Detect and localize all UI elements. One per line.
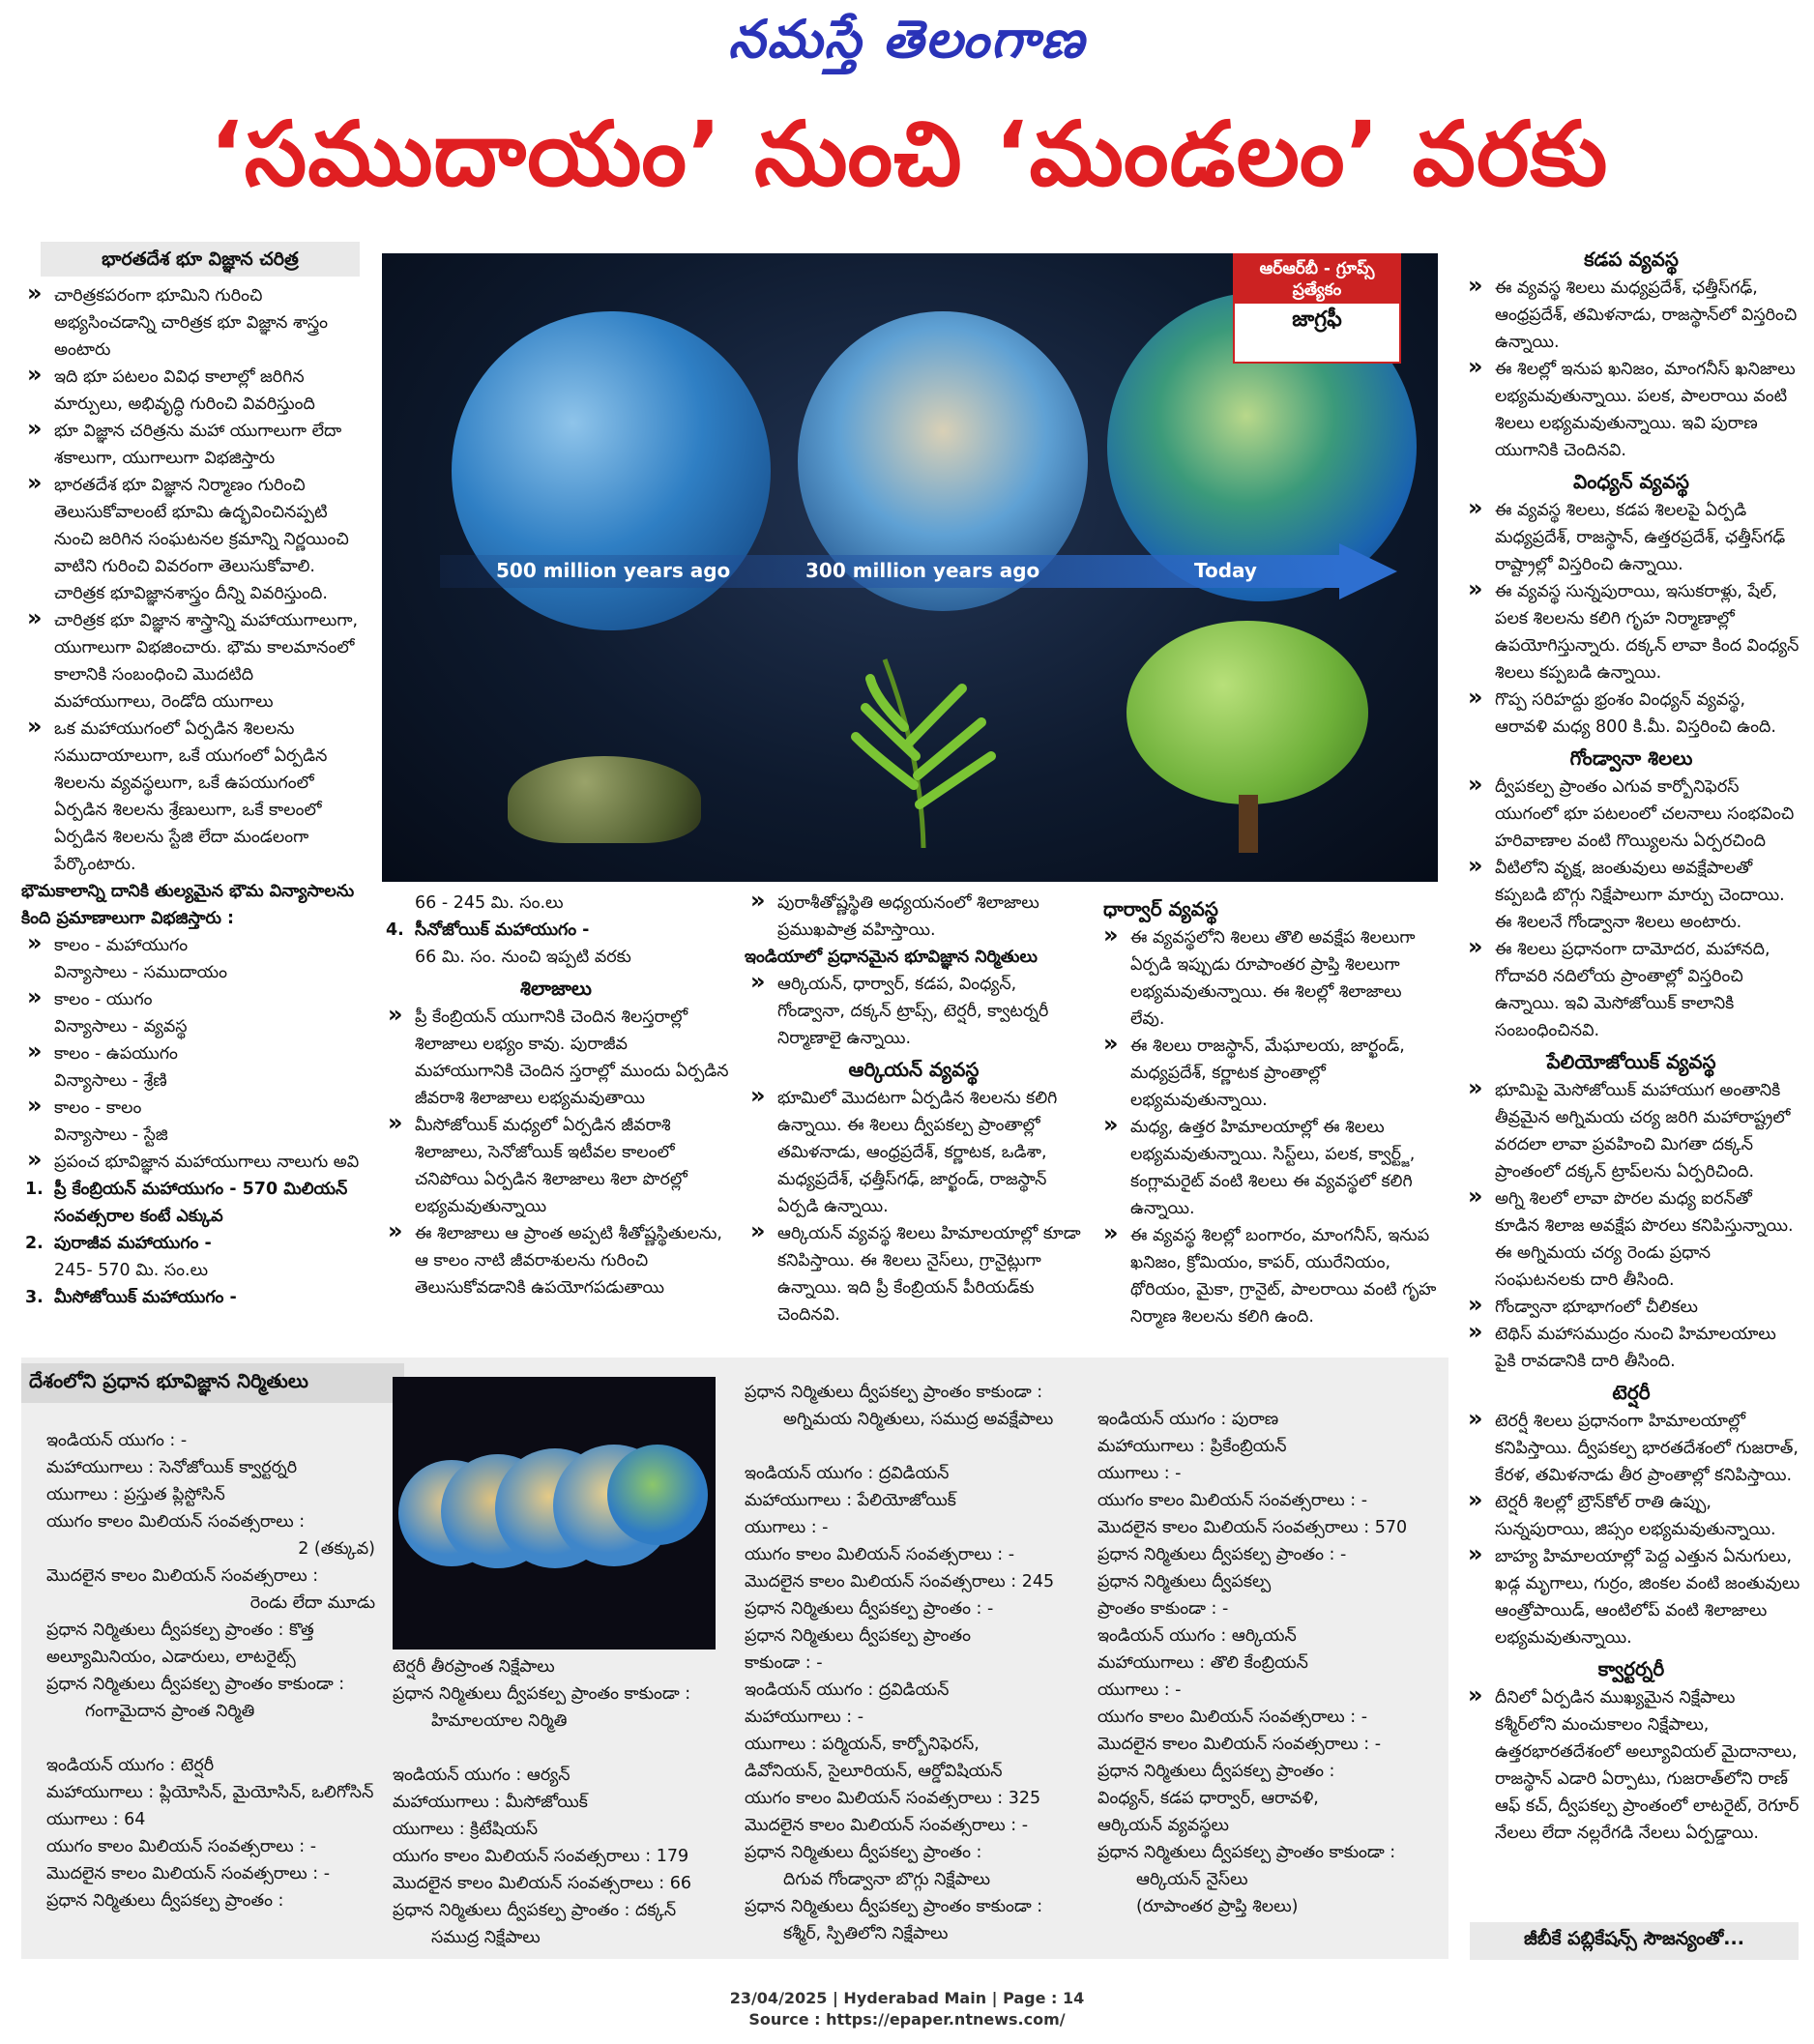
text-line: విన్యాసాలు - స్టేజి — [54, 1125, 168, 1145]
panel-line: 2 (తక్కువ) — [298, 1539, 375, 1559]
bullet: » మధ్య, ఉత్తర హిమాలయాల్లో ఈ శిలలు లభ్యమవుతున్నాయి. సిస్ట్‌లు, పలక, క్వార్ట్జ్, కంగ్లామరైట్ వంటి శిలలు ఈ వ్యవస్థలో కలిగి ఉన్నాయి. — [1097, 1114, 1441, 1222]
bullet: » ఈ వ్యవస్థలోని శిలలు తొలి అవక్షేప శిలలుగా ఏర్పడి ఇప్పుడు రూపాంతర ప్రాప్తి శిలలుగా లభ్యమవుతున్నాయి. ఈ శిలల్లో శిలాజాలు లేవు. — [1097, 924, 1441, 1033]
panel-line: డివోనియన్, సైలూరియన్, ఆర్డోవిషియన్ — [745, 1762, 1003, 1781]
section-heading: ఆర్కియన్ వ్యవస్థ — [848, 1058, 980, 1081]
text-line: విన్యాసాలు - వ్యవస్థ — [54, 1017, 188, 1037]
section-heading: టెర్షరీ — [1612, 1381, 1651, 1404]
panel-line: ప్రధాన నిర్మితులు ద్వీపకల్ప ప్రాంతం కాకుండా : — [745, 1897, 1043, 1916]
bullet: » భూమిలో మొదటగా ఏర్పడిన శిలలను కలిగి ఉన్నాయి. ఈ శిలలు ద్వీపకల్ప ప్రాంతాల్లో తమిళనాడు, ఆంధ్రప్రదేశ్, కర్ణాటక, ఒడిశా, మధ్యప్రదేశ్, ఛత్తీస్‌గఢ్, జార్ఖండ్, రాజస్థాన్ ఏర్పడి ఉన్నాయి. — [745, 1085, 1083, 1220]
column-1 — [21, 242, 360, 1311]
bullet: » కాలం - యుగం — [21, 986, 360, 1013]
bullet: » టెర్షరీ శిలల్లో బ్రౌన్‌కోల్ రాతి ఉప్పు, సున్నపురాయి, జిప్సం లభ్యమవుతున్నాయి. — [1462, 1489, 1800, 1543]
panel-line: వింధ్యన్, కడప ధార్వార్, ఆరావళి, — [1097, 1789, 1319, 1808]
panel-line: ప్రధాన నిర్మితులు ద్వీపకల్ప ప్రాంతం : - — [745, 1599, 994, 1619]
section-heading: పేలియోజోయిక్ వ్యవస్థ — [1546, 1050, 1716, 1073]
paragraph: భౌమకాలాన్ని దానికి తుల్యమైన భౌమ విన్యాసాలను కింది ప్రమాణాలుగా విభజిస్తారు : — [21, 882, 355, 928]
panel-line: కశ్మీర్, స్పితిలోని నిక్షేపాలు — [783, 1924, 949, 1943]
page-headline: ‘సముదాయం’ నుంచి ‘మండలం’ వరకు — [209, 102, 1609, 206]
panel-line: రెండు లేదా మూడు — [249, 1593, 375, 1613]
bullet: » కాలం - మహాయుగం — [21, 932, 360, 959]
panel-line: ఇండియన్ యుగం : ద్రవిడియన్ — [745, 1464, 950, 1483]
panel-line: ఇండియన్ యుగం : ఆర్కియన్ — [1097, 1626, 1297, 1646]
bullet: » గొప్ప సరిహద్దు భ్రంశం వింధ్యన్ వ్యవస్థ, ఆరావళి మధ్య 800 కి.మీ. విస్తరించి ఉంది. — [1462, 686, 1800, 741]
panel-column-a — [46, 1427, 375, 1914]
panel-line: మొదలైన కాలం మిలియన్ సంవత్సరాలు : - — [1097, 1735, 1382, 1754]
panel-line: మహాయుగాలు : సెనోజోయిక్ క్వార్టర్నరి — [46, 1458, 298, 1477]
panel-line: యుగాలు : - — [1097, 1464, 1182, 1483]
section-heading: కడప వ్యవస్థ — [1584, 248, 1679, 271]
panel-line: ప్రధాన నిర్మితులు ద్వీపకల్ప ప్రాంతం కాకుండా : — [393, 1684, 691, 1704]
bullet: » ఈ శిలల్లో ఇనుప ఖనిజం, మాంగనీస్ ఖనిజాలు లభ్యమవుతున్నాయి. పలక, పాలరాయి వంటి శిలలు లభ్యమవుతున్నాయి. ఇవి పురాణ యుగానికి చెందినవి. — [1462, 356, 1800, 464]
section-heading: ధార్వార్ వ్యవస్థ — [1103, 897, 1218, 920]
panel-line: ప్రధాన నిర్మితులు ద్వీపకల్ప ప్రాంతం కాకుండా : — [745, 1383, 1043, 1402]
panel-line: మొదలైన కాలం మిలియన్ సంవత్సరాలు : - — [745, 1816, 1029, 1835]
section-heading: గోండ్వానా శిలలు — [1569, 746, 1693, 770]
panel-line: ఇండియన్ యుగం : - — [46, 1431, 188, 1450]
panel-line: ఇండియన్ యుగం : ద్రవిడియన్ — [745, 1680, 950, 1700]
panel-line: ప్రధాన నిర్మితులు ద్వీపకల్ప ప్రాంతం : — [1097, 1762, 1335, 1781]
panel-line: గంగామైదాన ప్రాంత నిర్మితి — [85, 1702, 255, 1721]
panel-line: ప్రధాన నిర్మితులు ద్వీపకల్ప ప్రాంతం కాకుండా : — [46, 1675, 345, 1694]
panel-column-f — [1097, 1406, 1446, 1920]
panel-line: మొదలైన కాలం మిలియన్ సంవత్సరాలు : — [46, 1566, 319, 1586]
panel-line: ఇండియన్ యుగం : పురాణ — [1097, 1410, 1279, 1429]
bullet: » ప్రపంచ భూవిజ్ఞాన మహాయుగాలు నాలుగు అవి — [21, 1149, 360, 1176]
bullet: » ఒక మహాయుగంలో ఏర్పడిన శిలలను సముదాయాలుగా, ఒకే యుగంలో ఏర్పడిన శిలలను వ్యవస్థలుగా, ఒకే ఉపయుగంలో ఏర్పడిన శిలలను శ్రేణులుగా, ఒకే కాలంలో ఏర్పడిన శిలలను స్టేజి లేదా మండలంగా పేర్కొంటారు. — [21, 715, 360, 878]
panel-line: మొదలైన కాలం మిలియన్ సంవత్సరాలు : 245 — [745, 1572, 1055, 1591]
bullet: » భారతదేశ భూ విజ్ఞాన నిర్మాణం గురించి తెలుసుకోవాలంటే భూమి ఉద్భవించినప్పటి నుంచి జరిగిన సంఘటనల క్రమాన్ని నిర్ణయించి వాటిని గురించి వివరంగా తెలుసుకోవాలి. చారిత్రక భూవిజ్ఞానశాస్త్రం దీన్ని వివరిస్తుంది. — [21, 472, 360, 607]
panel-column-c — [393, 1653, 731, 1951]
badge-title: ఆర్‌ఆర్‌బీ - గ్రూప్స్ ప్రత్యేకం — [1235, 255, 1399, 304]
timeline-label: 300 million years ago — [805, 559, 1040, 582]
bullet: » టెథిస్ మహాసముద్రం నుంచి హిమాలయాలు పైకి రావడానికి దారి తీసింది. — [1462, 1321, 1800, 1375]
text-line: విన్యాసాలు - శ్రేణి — [54, 1071, 167, 1091]
footer-date-page: 23/04/2025 | Hyderabad Main | Page : 14 — [729, 1989, 1085, 2007]
panel-line: మొదలైన కాలం మిలియన్ సంవత్సరాలు : 570 — [1097, 1518, 1408, 1537]
bullet: » టెరర్షీ శిలలు ప్రధానంగా హిమాలయాల్లో కనిపిస్తాయి. ద్వీపకల్ప భారతదేశంలో గుజరాత్, కేరళ, తమిళనాడు తీర ప్రాంతాల్లో కనిపిస్తాయి. — [1462, 1408, 1800, 1489]
masthead-logo: నమస్తే తెలంగాణ — [728, 8, 1086, 70]
panel-line: అగ్నిమయ నిర్మితులు, సముద్ర అవక్షేపాలు — [783, 1410, 1054, 1429]
panel-line: (రూపాంతర ప్రాప్తి శిలలు) — [1136, 1897, 1299, 1916]
panel-line: యుగాలు : 64 — [46, 1810, 146, 1829]
panel-line: ప్రధాన నిర్మితులు ద్వీపకల్ప ప్రాంతం : — [745, 1843, 982, 1862]
panel-line: ప్రధాన నిర్మితులు ద్వీపకల్ప ప్రాంతం : — [46, 1891, 284, 1911]
panel-line: యుగం కాలం మిలియన్ సంవత్సరాలు : - — [1097, 1491, 1368, 1510]
panel-line: ప్రధాన నిర్మితులు ద్వీపకల్ప ప్రాంతం : - — [1097, 1545, 1347, 1564]
timeline-label: 500 million years ago — [496, 559, 731, 582]
tree-icon — [1126, 621, 1368, 804]
panel-line: కాకుండా : - — [745, 1653, 823, 1673]
panel-line: ఇండియన్ యుగం : ఆర్యన్ — [393, 1766, 571, 1785]
panel-line: ఇండియన్ యుగం : టెర్షరీ — [46, 1756, 215, 1775]
panel-line: దిగువ గోండ్వానా బొగ్గు నిక్షేపాలు — [783, 1870, 991, 1889]
column-4 — [1097, 891, 1441, 1330]
panel-line: యుగం కాలం మిలియన్ సంవత్సరాలు : — [46, 1512, 306, 1532]
panel-line: యుగాలు : క్రిటేషియస్ — [393, 1820, 539, 1839]
bullet: » భూ విజ్ఞాన చరిత్రను మహా యుగాలుగా లేదా శకాలుగా, యుగాలుగా విభజిస్తారు — [21, 418, 360, 472]
bullet: » బాహ్య హిమాలయాల్లో పెద్ద ఎత్తున ఏనుగులు, ఖడ్గ మృగాలు, గుర్రం, జింకల వంటి జంతువులు ఆంత్రోపాయిడ్, ఆంటిలోప్ వంటి శిలాజాలు లభ్యమవుతున్నాయి. — [1462, 1543, 1800, 1651]
badge-subject: జాగ్రఫీ — [1292, 307, 1342, 332]
section-heading: భారతదేశ భూ విజ్ఞాన చరిత్ర — [41, 242, 360, 277]
timeline-label: Today — [1194, 559, 1257, 582]
panel-line: యుగాలు : పర్మియన్, కార్బోనిఫెరస్, — [745, 1735, 980, 1754]
panel-line: మహాయుగాలు : ప్లియోసిన్, మైయోసిన్, ఒలిగోసిన్ — [46, 1783, 374, 1802]
panel-line: యుగాలు : ప్రస్తుత ప్లిస్టోసిన్ — [46, 1485, 225, 1504]
text-line: 245- 570 మి. సం.లు — [54, 1261, 209, 1280]
fern-icon — [846, 640, 1001, 853]
panel-line: మొదలైన కాలం మిలియన్ సంవత్సరాలు : 66 — [393, 1874, 691, 1893]
bullet: » ఆర్కియన్, ధార్వార్, కడప, వింధ్యన్, గోండ్వానా, దక్కన్ ట్రాప్స్, టెర్షరీ, క్వాటర్నరీ నిర్మాణాలై ఉన్నాయి. — [745, 971, 1083, 1052]
column-5 — [1462, 242, 1800, 1847]
bullet: » ఈ వ్యవస్థ శిలలు మధ్యప్రదేశ్, ఛత్తీస్‌గఢ్, ఆంధ్రప్రదేశ్, తమిళనాడు, రాజస్థాన్‌లో విస్తరించి ఉన్నాయి. — [1462, 275, 1800, 356]
bullet: » ప్రీ కేంబ్రియన్ యుగానికి చెందిన శిలస్తరాల్లో శిలాజాలు లభ్యం కావు. పురాజీవ మహాయుగానికి చెందిన స్తరాల్లో ముందు ఏర్పడిన జీవరాశి శిలాజాలు లభ్యమవుతాయి — [382, 1004, 730, 1112]
bullet: » చారిత్రక భూ విజ్ఞాన శాస్త్రాన్ని మహాయుగాలుగా, యుగాలుగా విభజించారు. భౌమ కాలమానంలో కాలానికి సంబంధించి మొదటిది మహాయుగాలు, రెండోది యుగాలు — [21, 607, 360, 715]
globe — [607, 1445, 708, 1545]
panel-line: మొదలైన కాలం మిలియన్ సంవత్సరాలు : - — [46, 1864, 331, 1883]
bullet: » అగ్ని శిలలో లావా పొరల మధ్య ఐరన్‌తో కూడిన శిలాజ అవక్షేప పొరలు కనిపిస్తున్నాయి. ఈ అగ్నిమయ చర్య రెండు ప్రధాన సంఘటనలకు దారి తీసింది. — [1462, 1185, 1800, 1294]
bullet: » కాలం - కాలం — [21, 1095, 360, 1122]
panel-heading: దేశంలోని ప్రధాన భూవిజ్ఞాన నిర్మితులు — [21, 1363, 404, 1403]
column-2 — [382, 890, 730, 1301]
panel-column-e — [745, 1379, 1093, 1947]
panel-line: యుగం కాలం మిలియన్ సంవత్సరాలు : - — [46, 1837, 317, 1856]
bullet: » గోండ్వానా భూభాగంలో చీలికలు — [1462, 1294, 1800, 1321]
bullet: » పురాశీతోష్ణస్థితి అధ్యయనంలో శిలాజాలు ప్రముఖపాత్ర వహిస్తాయి. — [745, 890, 1083, 944]
panel-caption: టెర్షరీ తీరప్రాంత నిక్షేపాలు — [393, 1657, 555, 1677]
panel-line: యుగం కాలం మిలియన్ సంవత్సరాలు : - — [745, 1545, 1015, 1564]
numbered-item: 3. మీసోజోయిక్ మహాయుగం - — [25, 1288, 237, 1307]
panel-line: యుగాలు : - — [1097, 1680, 1182, 1700]
bullet: » ఈ వ్యవస్థ శిలలు, కడప శిలలపై ఏర్పడి మధ్యప్రదేశ్, రాజస్థాన్, ఉత్తరప్రదేశ్, ఛత్తీస్‌గఢ్ రాష్ట్రాల్లో విస్తరించి ఉన్నాయి. — [1462, 497, 1800, 578]
bullet: » వీటిలోని వృక్ష, జంతువులు అవక్షేపాలతో కప్పబడి బొగ్గు నిక్షేపాలుగా మార్పు చెందాయి. ఈ శిలలనే గోండ్వానా శిలలు అంటారు. — [1462, 855, 1800, 936]
panel-line: హిమాలయాల నిర్మితి — [431, 1711, 568, 1731]
continents-drift-image — [393, 1377, 716, 1650]
panel-line: ప్రాంతం కాకుండా : - — [1097, 1599, 1229, 1619]
section-heading: వింధ్యన్ వ్యవస్థ — [1573, 470, 1689, 493]
bullet: » ఈ శిలలు రాజస్థాన్, మేఘాలయ, జార్ఖండ్, మధ్యప్రదేశ్, కర్ణాటక ప్రాంతాల్లో లభ్యమవుతున్నాయి. — [1097, 1033, 1441, 1114]
text-line: 66 - 245 మి. సం.లు — [415, 893, 564, 913]
bullet: » ద్వీపకల్ప ప్రాంతం ఎగువ కార్బోనిఫెరస్ యుగంలో భూ పటలంలో చలనాలు సంభవించి హరివాణాల వంటి గొయ్యిలను ఏర్పరచింది — [1462, 774, 1800, 855]
panel-line: మహాయుగాలు : మీసోజోయిక్ — [393, 1793, 588, 1812]
panel-line: మహాయుగాలు : - — [745, 1708, 864, 1727]
bullet: » మీసోజోయిక్ మధ్యలో ఏర్పడిన జీవరాశి శిలాజాలు, సెనోజోయిక్ ఇటీవల కాలంలో చనిపోయి ఏర్పడిన శిలాజాలు శిలా పొరల్లో లభ్యమవుతున్నాయి — [382, 1112, 730, 1220]
panel-line: ప్రధాన నిర్మితులు ద్వీపకల్ప ప్రాంతం — [745, 1626, 971, 1646]
bullet: » ఈ వ్యవస్థ సున్నపురాయి, ఇసుకరాళ్లు, షేల్, పలక శిలలను కలిగి గృహ నిర్మాణాల్లో ఉపయోగిస్తున్నారు. దక్కన్ లావా కింద వింధ్యన్ శిలలు కప్పబడి ఉన్నాయి. — [1462, 578, 1800, 686]
panel-line: ప్రధాన నిర్మితులు ద్వీపకల్ప ప్రాంతం : దక్కన్ — [393, 1901, 677, 1920]
panel-line: సముద్ర నిక్షేపాలు — [431, 1928, 541, 1947]
panel-line: ఆర్కియన్ నైస్‌లు — [1136, 1870, 1248, 1889]
section-heading: శిలాజాలు — [520, 977, 592, 1000]
moss-rock-icon — [508, 756, 701, 843]
panel-line: మహాయుగాలు : పేలియోజోయిక్ — [745, 1491, 956, 1510]
panel-line: ప్రధాన నిర్మితులు ద్వీపకల్ప ప్రాంతం కాకుండా : — [1097, 1843, 1396, 1862]
tree-trunk — [1239, 795, 1258, 853]
panel-line: ప్రధాన నిర్మితులు ద్వీపకల్ప ప్రాంతం : కొత్త అల్యూమినియం, ఎడారులు, లాటరైట్స్ — [46, 1621, 314, 1667]
footer-source-link[interactable]: Source : https://epaper.ntnews.com/ — [748, 2010, 1066, 2029]
bullet: » ఈ వ్యవస్థ శిలల్లో బంగారం, మాంగనీస్, ఇనుప ఖనిజం, క్రోమియం, కాపర్, యురేనియం, థోరియం, మైకా, గ్రానైట్, పాలరాయి వంటి గృహ నిర్మాణ శిలలను కలిగి ఉంది. — [1097, 1222, 1441, 1330]
panel-line: మహాయుగాలు : ప్రికేంబ్రియన్ — [1097, 1437, 1287, 1456]
series-badge — [1233, 253, 1401, 364]
bullet: » ఈ శిలలు ప్రధానంగా దామోదర, మహానది, గోదావరి నదిలోయ ప్రాంతాల్లో విస్తరించి ఉన్నాయి. ఇవి మెసోజోయిక్ కాలానికి సంబంధించినవి. — [1462, 936, 1800, 1044]
column-3 — [745, 890, 1083, 1329]
numbered-item: 2. పురాజీవ మహాయుగం - — [25, 1234, 212, 1253]
bullet: » కాలం - ఉపయుగం — [21, 1040, 360, 1067]
bullet: » ఇది భూ పటలం వివిధ కాలాల్లో జరిగిన మార్పులు, అభివృద్ధి గురించి వివరిస్తుంది — [21, 364, 360, 418]
panel-line: యుగం కాలం మిలియన్ సంవత్సరాలు : - — [1097, 1708, 1368, 1727]
panel-line: ప్రధాన నిర్మితులు ద్వీపకల్ప — [1097, 1572, 1272, 1591]
text-line: 66 మి. సం. నుంచి ఇప్పటి వరకు — [415, 948, 631, 967]
panel-line: యుగాలు : - — [745, 1518, 829, 1537]
bullet: » చారిత్రకపరంగా భూమిని గురించి అభ్యసించడాన్ని చారిత్రక భూ విజ్ఞాన శాస్త్రం అంటారు — [21, 282, 360, 364]
bullet: » ఈ శిలాజాలు ఆ ప్రాంత అప్పటి శీతోష్ణస్థితులను, ఆ కాలం నాటి జీవరాశులను గురించి తెలుసుకోవడానికి ఉపయోగపడుతాయి — [382, 1220, 730, 1301]
subheading: ఇండియాలో ప్రధానమైన భూవిజ్ఞాన నిర్మితులు — [745, 948, 1038, 967]
bullet: » భూమిపై మెసోజోయిక్ మహాయుగ అంతానికి తీవ్రమైన అగ్నిమయ చర్య జరిగి మహారాష్ట్రలో వరదలా లావా ప్రవహించి మిగతా దక్కన్ ప్రాంతంలో దక్కన్ ట్రాప్‌లను ఏర్పరిచింది. — [1462, 1077, 1800, 1185]
bullet: » ఆర్కియన్ వ్యవస్థ శిలలు హిమాలయాల్లో కూడా కనిపిస్తాయి. ఈ శిలలు నైస్‌లు, గ్రానైట్లుగా ఉన్నాయి. ఇది ప్రీ కేంబ్రియన్ పీరియడ్‌కు చెందినవి. — [745, 1220, 1083, 1329]
text-line: విన్యాసాలు - సముదాయం — [54, 963, 228, 982]
bullet: » దీనిలో ఏర్పడిన ముఖ్యమైన నిక్షేపాలు కశ్మీర్‌లోని మంచుకాలం నిక్షేపాలు, ఉత్తరభారతదేశంలో అల్యూవియల్ మైదానాలు, రాజస్థాన్ ఎడారి ఏర్పాటు, గుజరాత్‌లోని రాణ్ ఆఫ్ కచ్, ద్వీపకల్ప ప్రాంతంలో లాటరైట్, రెగూర్ నేలలు లేదా నల్లరేగడి నేలలు ఏర్పడ్డాయి. — [1462, 1684, 1800, 1847]
section-heading: క్వార్టర్నరీ — [1597, 1657, 1665, 1680]
earth-evolution-image — [382, 253, 1438, 882]
panel-line: మహాయుగాలు : తొలి కేంబ్రియన్ — [1097, 1653, 1308, 1673]
panel-line: ఆర్కియన్ వ్యవస్థలు — [1097, 1816, 1229, 1835]
page-footer — [0, 1988, 1814, 2030]
panel-line: యుగం కాలం మిలియన్ సంవత్సరాలు : 179 — [393, 1847, 689, 1866]
panel-line: యుగం కాలం మిలియన్ సంవత్సరాలు : 325 — [745, 1789, 1041, 1808]
publisher-credit: జీబీకే పబ్లికేషన్స్ సౌజన్యంతో... — [1470, 1922, 1799, 1960]
numbered-item: 4. సీనోజోయిక్ మహాయుగం - — [386, 920, 590, 940]
numbered-item: 1. ప్రీ కేంబ్రియన్ మహాయుగం - 570 మిలియన్ సంవత్సరాల కంటే ఎక్కువ — [25, 1180, 348, 1226]
